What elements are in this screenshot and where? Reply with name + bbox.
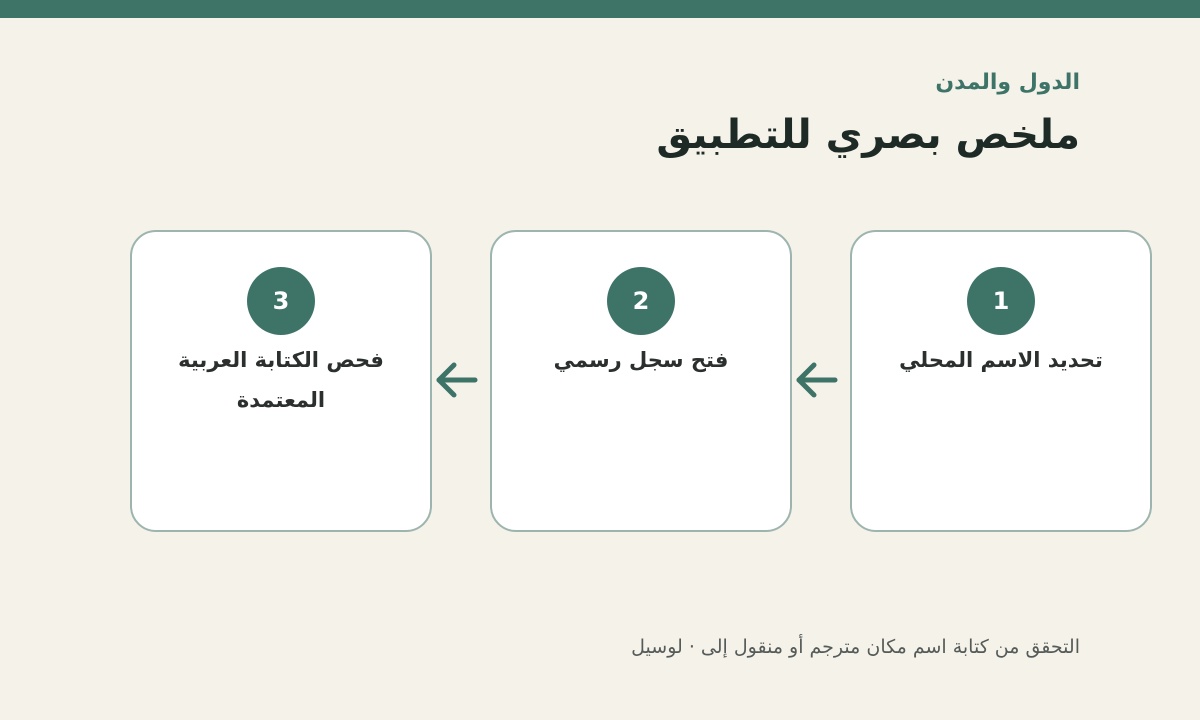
step-number-badge: 2 [607,267,675,335]
step-card-1 [850,230,1152,532]
footer-note: التحقق من كتابة اسم مكان مترجم أو منقول إلى · لوسيل [631,636,1080,658]
step-card-3 [130,230,432,532]
step-label: فحص الكتابة العربية المعتمدة [178,348,384,412]
step-number-badge: 3 [247,267,315,335]
page-title: ملخص بصري للتطبيق [656,112,1080,158]
step-card-2 [490,230,792,532]
eyebrow-label: الدول والمدن [935,70,1080,95]
arrow-left-icon [434,358,480,402]
step-label: فتح سجل رسمي [553,348,729,372]
step-number-badge: 1 [967,267,1035,335]
step-label: تحديد الاسم المحلي [899,348,1103,372]
arrow-left-icon [794,358,840,402]
top-accent-bar [0,0,1200,18]
